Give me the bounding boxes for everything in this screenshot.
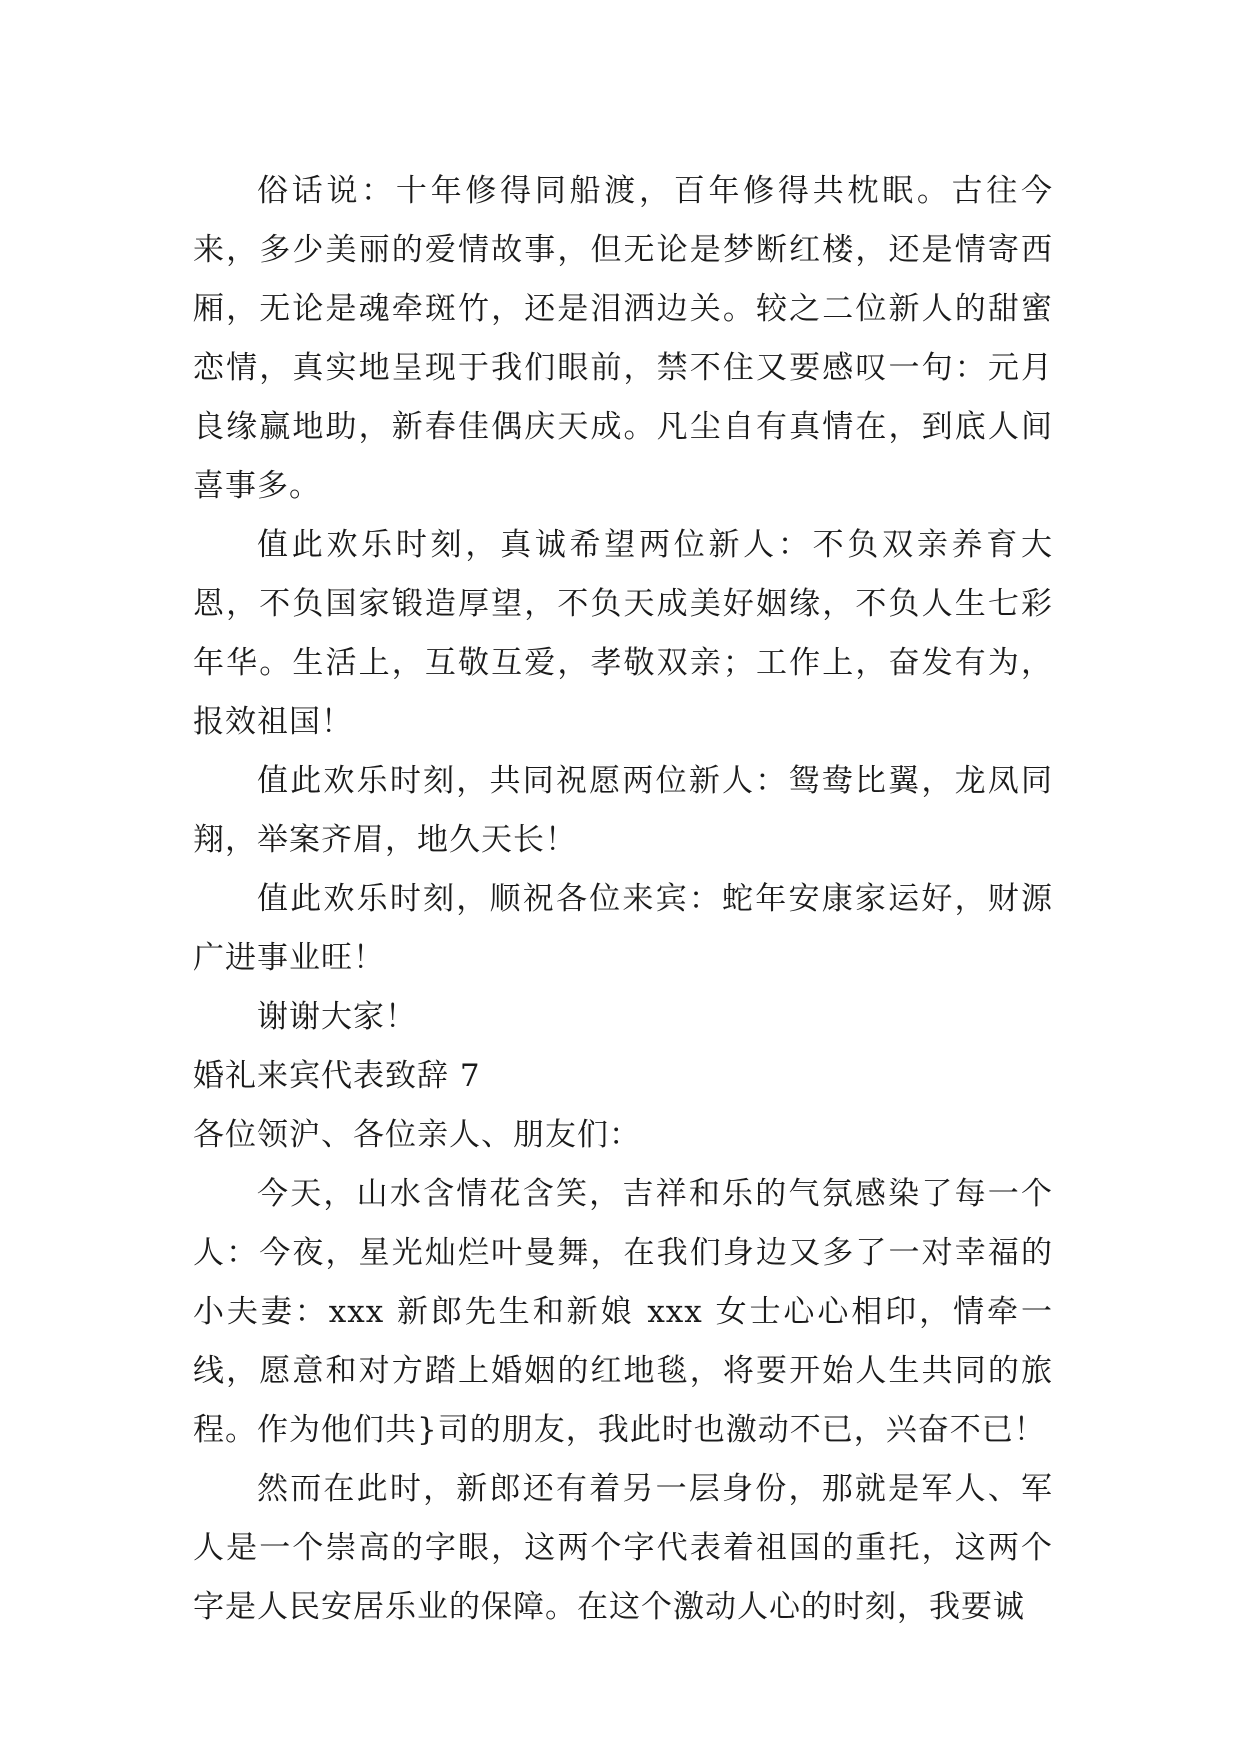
paragraph-blessing-couple: 值此欢乐时刻，共同祝愿两位新人：鸳鸯比翼，龙凤同翔，举案齐眉，地久天长！ — [193, 763, 1053, 858]
paragraph-thanks: 谢谢大家！ — [257, 999, 417, 1035]
paragraph-blessing-guests: 值此欢乐时刻，顺祝各位来宾：蛇年安康家运好，财源广进事业旺！ — [193, 881, 1053, 976]
paragraph-wishes-newlyweds: 值此欢乐时刻，真诚希望两位新人：不负双亲养育大恩，不负国家锻造厚望，不负天成美好姻缘，不负人生七彩年华。生活上，互敬互爱，孝敬双亲；工作上，奋发有为，报效祖国！ — [193, 527, 1053, 740]
paragraph-soldier: 然而在此时，新郎还有着另一层身份，那就是军人、军人是一个崇高的字眼，这两个字代表着祖国的重托，这两个字是人民安居乐业的保障。在这个激动人心的时刻，我要诚 — [193, 1471, 1053, 1625]
document-body — [193, 162, 1053, 1637]
paragraph-today: 今天，山水含情花含笑，吉祥和乐的气氛感染了每一个人：今夜，星光灿烂叶曼舞，在我们身边又多了一对幸福的小夫妻：xxx 新郎先生和新娘 xxx 女士心心相印，情牵一线，愿意和对方踏上婚姻的红地毯，将要开始人生共同的旅程。作为他们共}司的朋友，我此时也激动不已，兴奋不已！ — [193, 1176, 1053, 1448]
salutation: 各位领沪、各位亲人、朋友们： — [193, 1117, 641, 1153]
paragraph-opening-saying: 俗话说：十年修得同船渡，百年修得共枕眠。古往今来，多少美丽的爱情故事，但无论是梦断红楼，还是情寄西厢，无论是魂牵斑竹，还是泪洒边关。较之二位新人的甜蜜恋情，真实地呈现于我们眼前，禁不住又要感叹一句：元月良缘赢地助，新春佳偶庆天成。凡尘自有真情在，到底人间喜事多。 — [193, 173, 1053, 504]
section-title: 婚礼来宾代表致辞 7 — [193, 1058, 481, 1094]
